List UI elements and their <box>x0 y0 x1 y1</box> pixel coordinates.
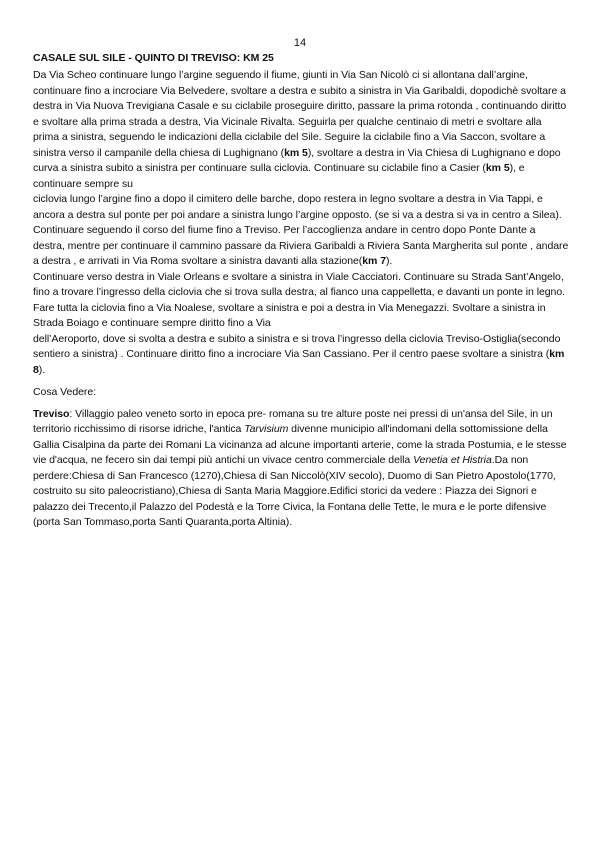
route-text: Da Via Scheo continuare lungo l’argine seguendo il fiume, giunti in Via San Nicolò ci si allontana dall’argine, continuare fino a incrociare Via Belvedere, svoltare a destra e subito a sinistra in Via Garibaldi, dopodichè svoltare a destra in Via Nuova Trevigiana Casale e su ciclabile proseguire diritto, passare la prima rotonda , continuando diritto e svoltare alla prima strada a destra, Via Vicinale Rivalta. Seguirla per qualche centinaio di metri e svoltare alla prima a sinistra, seguendo le indicazioni della ciclabile del Sile. Seguire la ciclabile fino a Via Saccon, svoltare a sinistra verso il campanile della chiesa di Lughignano ( <box>33 69 567 159</box>
distance-marker: km 5 <box>284 146 308 159</box>
route-directions <box>33 68 569 378</box>
route-paragraph-2 <box>33 192 569 270</box>
distance-marker: km 5 <box>485 162 510 174</box>
section-heading: Cosa Vedere: <box>33 386 97 398</box>
place-description <box>33 407 569 531</box>
place-name: Treviso <box>33 407 70 420</box>
route-paragraph-4 <box>33 332 569 379</box>
description-text: : Villaggio paleo veneto sorto in epoca pre- romana su tre alture poste nei pressi di un'ansa del Sile, in un territorio ricchissimo di risorse idriche, l'antica <box>33 407 553 435</box>
route-text: ). <box>38 363 46 376</box>
latin-name: Venetia et Histria <box>413 454 492 466</box>
route-title: CASALE SUL SILE - QUINTO DI TREVISO: KM 25 <box>33 52 274 64</box>
route-text: ), svoltare a destra in Via Chiesa di Lughignano e dopo curva a sinistra subito a sinistra per continuare sulla ciclovia. Continuare su ciclabile fino a Casier ( <box>33 146 561 174</box>
page-number: 14 <box>293 37 307 49</box>
route-text: dell’Aeroporto, dove si svolta a destra e subito a sinistra e si trova l’ingresso della ciclovia Treviso-Ostiglia(secondo sentiero a sinistra) . Continuare diritto fino a incrociare Via San Cassiano. Per il centro paese svoltare a sinistra ( <box>33 332 561 360</box>
route-text: ciclovia lungo l’argine fino a dopo il cimitero delle barche, dopo restera in legno svoltare a destra in Via Tappi, e ancora a destra sul ponte per poi andare a sinistra lungo l’argine opposto. (se si va a destra si va in centro a Silea). Continuare seguendo il corso del fiume fino a Treviso. Per l’accoglienza andare in centro dopo Ponte Dante a destra, mentre per continuare il cammino passare da Riviera Garibaldi a Riviera Santa Margherita sul ponte , andare a destra , e arrivati in Via Roma svoltare a sinistra davanti alla stazione( <box>33 193 569 267</box>
description-text: divenne municipio all'indomani della sottomissione della Gallia Cisalpina da parte dei Romani La vicinanza ad alcune importanti arterie, come la strada Postumia, e le stesse vie d'acqua, ne fecero sin dai tempi più antichi un vivace centro commerciale della <box>33 423 567 466</box>
route-text: ), e continuare sempre su <box>33 162 525 190</box>
latin-name: Tarvisium <box>244 423 289 435</box>
page-content <box>33 51 569 531</box>
distance-marker: km 7 <box>362 255 386 267</box>
route-paragraph-3: Continuare verso destra in Viale Orleans e svoltare a sinistra in Viale Cacciatori. Continuare su Strada Sant’Angelo, fino a trovare l’ingresso della ciclovia che si trova sulla destra, al fianco una cappelletta, e davanti un ponte in legno. Fare tutta la ciclovia fino a Via Noalese, svoltare a sinistra e poi a destra in Via Menegazzi. Svoltare a sinistra in Strada Boiago e continuare sempre diritto fino a Via <box>33 270 566 329</box>
route-paragraph-1 <box>33 68 569 192</box>
distance-marker: km 8 <box>33 348 565 376</box>
description-text: .Da non perdere:Chiesa di San Francesco (1270),Chiesa di San Niccolò(XIV secolo), Duomo di San Pietro Apostolo(1770, costruito su sito paleocristiano),Chiesa di Santa Maria Maggiore.Edifici storici da vedere : Piazza dei Signori e palazzo dei Trecento,il Palazzo del Podestà e la Torre Civica, la Fontana delle Tette, le mura e le porte difensive (porta San Tommaso,porta Santi Quaranta,porta Altinia). <box>33 454 556 528</box>
route-text: ). <box>385 255 393 267</box>
